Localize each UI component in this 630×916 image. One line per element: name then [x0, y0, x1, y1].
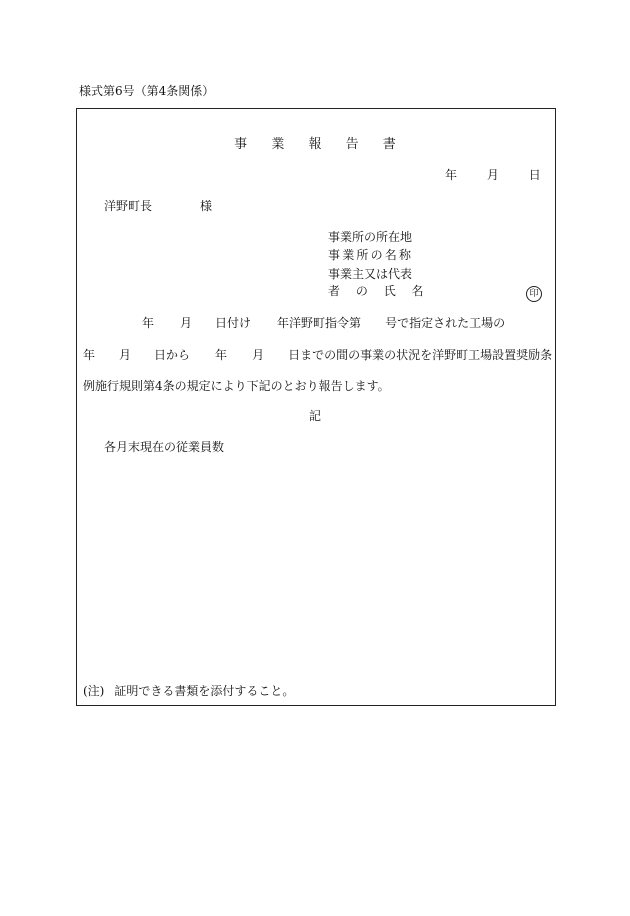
applicant-owner-label-line1: 事業主又は代表: [328, 267, 413, 281]
applicant-owner-label-line2: [328, 285, 424, 297]
recipient: [104, 200, 212, 212]
body-text: 日から: [154, 348, 191, 362]
title-char: 業: [271, 137, 285, 152]
body-text: 日までの間の事業の状況を洋野町工場設置奨励条: [288, 348, 553, 362]
body-text: 月: [180, 316, 193, 330]
title-char: 書: [382, 137, 396, 152]
seal-mark: 印: [526, 286, 542, 302]
form-number-label: 様式第6号（第4条関係）: [79, 84, 215, 98]
footnote-label: (注): [83, 684, 105, 698]
report-date: [445, 169, 541, 181]
owner-label-char: の: [355, 284, 368, 298]
title-char: 告: [345, 137, 359, 152]
body-line-1: [83, 317, 505, 329]
footnote-text: 証明できる書類を添付すること。: [114, 684, 295, 698]
body-text: 日付け: [215, 316, 252, 330]
ki-heading: 記: [308, 409, 321, 423]
recipient-honorific: 様: [200, 199, 213, 213]
body-text: 年: [215, 348, 228, 362]
date-month-label: 月: [486, 168, 499, 182]
owner-label-char: 者: [328, 284, 341, 298]
title-char: 事: [234, 137, 248, 152]
owner-label-char: 名: [411, 284, 424, 298]
body-text: 号で指定された工場の: [385, 316, 506, 330]
form-border: [76, 108, 556, 706]
applicant-name-label: 事業所の名称: [328, 248, 414, 262]
body-text: 年洋野町指令第: [277, 316, 362, 330]
body-text: 年: [142, 316, 155, 330]
body-line-2: [83, 349, 552, 361]
date-day-label: 日: [528, 168, 541, 182]
applicant-address-label: 事業所の所在地: [328, 230, 413, 244]
body-line-3: 例施行規則第4条の規定により下記のとおり報告します。: [83, 379, 390, 393]
recipient-name: 洋野町長: [104, 199, 153, 213]
footnote: [83, 685, 294, 697]
report-item: 各月末現在の従業員数: [104, 440, 225, 454]
date-year-label: 年: [445, 168, 458, 182]
body-text: 年: [83, 348, 96, 362]
title-char: 報: [308, 137, 322, 152]
owner-label-char: 氏: [383, 284, 396, 298]
body-text: 月: [252, 348, 265, 362]
document-title: [0, 138, 630, 151]
body-text: 月: [119, 348, 132, 362]
